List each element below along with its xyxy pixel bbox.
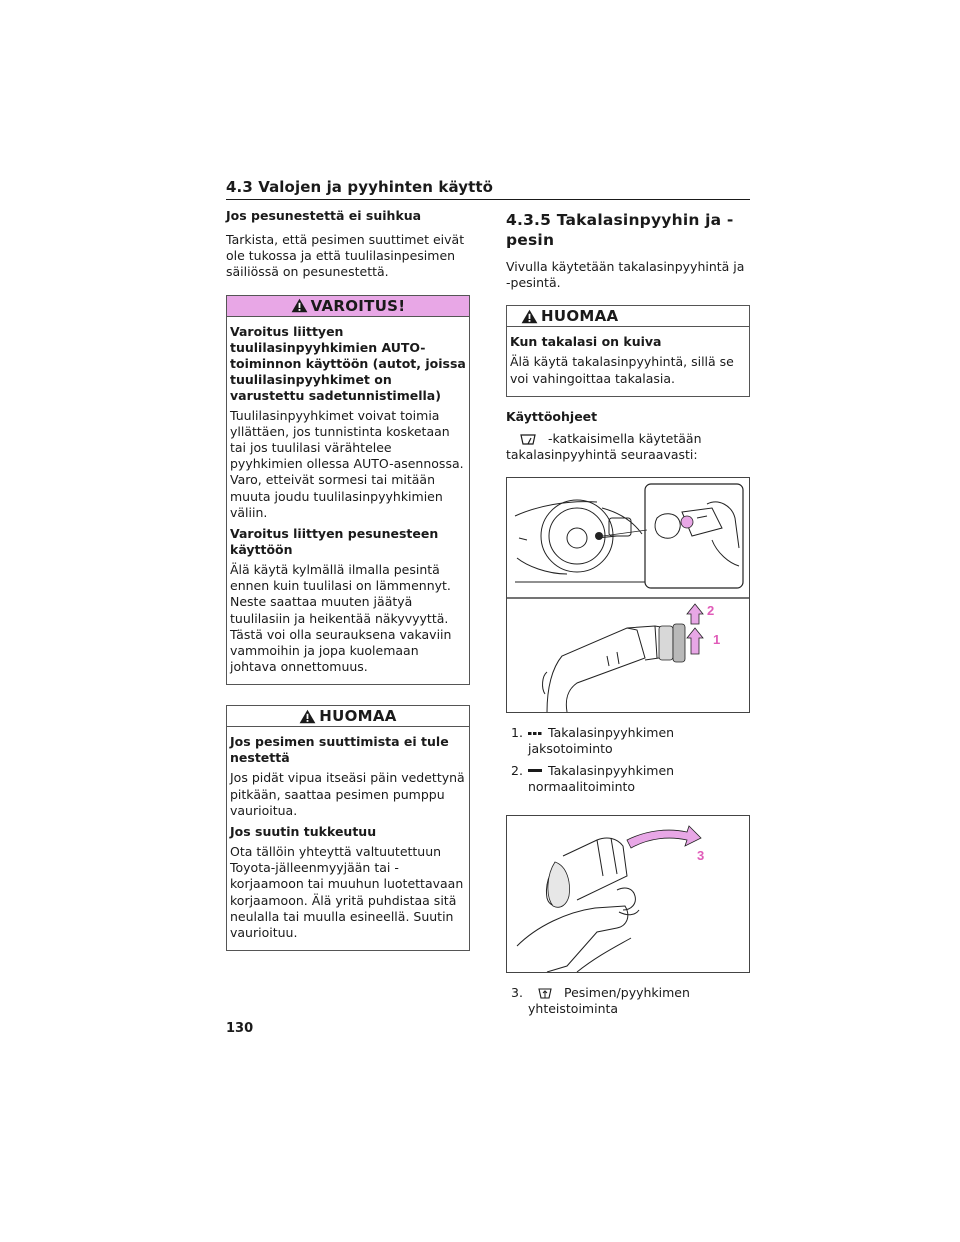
- continuous-wiper-icon: [528, 768, 542, 774]
- warning-item-text: Älä käytä kylmällä ilmalla pesintä ennen kuin tuulilasi on lämmennyt. Neste saattaa muuten jäätyä tuulilasiin ja heikentää näkyvyyttä. Tästä voi olla seurauksena vakaviin vammoihin ja jopa kuolemaan johtava onnettomuus.: [230, 562, 452, 675]
- warning-triangle-icon: [291, 298, 308, 313]
- warning-header: [227, 296, 469, 317]
- list-item: 3. Pesimen/pyyhkimen yhteistoiminta: [511, 985, 690, 1017]
- lever-positions-list: [506, 725, 750, 795]
- washer-lever-illustration: [507, 816, 749, 972]
- warning-title: VAROITUS!: [310, 296, 406, 315]
- warning-box: [226, 295, 470, 686]
- notice-body: [227, 727, 469, 950]
- right-column: [506, 208, 750, 1022]
- caution-triangle-icon: [521, 309, 538, 324]
- figure-label-3: 3: [697, 848, 705, 864]
- rear-notice-box: [506, 305, 750, 396]
- caution-triangle-icon: [299, 709, 316, 724]
- notice-item-text: Ota tällöin yhteyttä valtuutettuun Toyota-jälleenmyyjään tai -korjaamoon tai muuhun luotettavaan korjaamoon. Älä yritä puhdistaa sitä neulalla tai muulla esineellä. Suutin vaurioituu.: [230, 844, 464, 941]
- figure-label-2: 2: [707, 603, 715, 619]
- rear-notice-text: Älä käytä takalasinpyyhintä, sillä se voi vahingoittaa takalasia.: [510, 354, 734, 386]
- list-item: 2. Takalasinpyyhkimen normaalitoiminto: [511, 762, 675, 794]
- notice-header: [227, 706, 469, 727]
- warning-item-heading: Varoitus liittyen pesunesteen käyttöön: [230, 526, 439, 558]
- rear-wiper-icon: [520, 433, 536, 446]
- instructions-heading: Käyttöohjeet: [506, 408, 598, 424]
- notice-item-text: Jos pidät vipua itseäsi päin vedettynä pitkään, saattaa pesimen pumppu vaurioitua.: [230, 770, 465, 818]
- subheading-washer-fluid: Jos pesunestettä ei suihkua: [226, 208, 422, 223]
- warning-body: [227, 317, 469, 685]
- rear-wiper-heading: 4.3.5 Takalasinpyyhin ja -pesin: [506, 211, 734, 249]
- notice-item-heading: Jos pesimen suuttimista ei tule nestettä: [230, 734, 449, 766]
- warning-item-heading: Varoitus liittyen tuulilasinpyyhkimien AUTO-toiminnon käyttöön (autot, joissa tuulilasinpyyhkimet on varustettu sadetunnistimella): [230, 323, 466, 403]
- notice-item-heading: Jos suutin tukkeutuu: [230, 824, 377, 840]
- left-column: [226, 208, 470, 951]
- figure-label-1: 1: [713, 632, 721, 648]
- figure-wiper-lever: [506, 477, 750, 713]
- rear-notice-heading: Kun takalasi on kuiva: [510, 334, 662, 350]
- rear-notice-body: [507, 327, 749, 395]
- intermittent-wiper-icon: [528, 731, 542, 737]
- page-number: 130: [226, 1021, 254, 1036]
- washer-paragraph: Tarkista, että pesimen suuttimet eivät ole tukossa ja että tuulilasinpesimen säiliössä on pesunestettä.: [226, 232, 465, 280]
- rear-notice-title: HUOMAA: [541, 307, 619, 326]
- instructions-text: -katkaisimella käytetään takalasinpyyhintä seuraavasti:: [506, 430, 702, 463]
- notice-title: HUOMAA: [319, 707, 397, 726]
- list-item: 1. Takalasinpyyhkimen jaksotoiminto: [511, 725, 675, 757]
- wiper-lever-illustration: [507, 478, 749, 712]
- rear-notice-header: [507, 306, 749, 327]
- figure-washer-lever: [506, 815, 750, 973]
- section-divider: [226, 199, 750, 200]
- rear-wiper-intro: Vivulla käytetään takalasinpyyhintä ja -pesintä.: [506, 259, 745, 291]
- notice-box: [226, 705, 470, 951]
- section-title: 4.3 Valojen ja pyyhinten käyttö: [226, 178, 494, 196]
- washer-wiper-icon: [538, 987, 552, 1000]
- washer-list: [506, 985, 750, 1017]
- warning-item-text: Tuulilasinpyyhkimet voivat toimia yllättäen, jos tunnistinta kosketaan tai jos tuulilasi värähtelee pyyhkimien ollessa AUTO-asennossa. Varo, etteivät sormesi tai mitään muuta joudu tuulilasinpyyhkimien väliin.: [230, 407, 464, 520]
